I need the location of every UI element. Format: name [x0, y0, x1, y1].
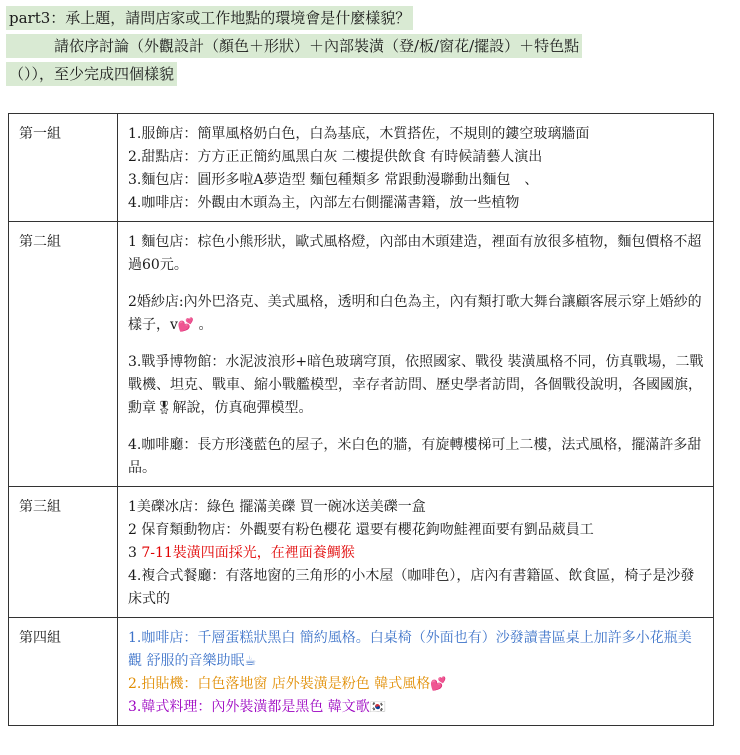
list-item: 1美礫冰店：綠色 擺滿美礫 買一碗冰送美礫一盒 [128, 499, 426, 515]
group-answers [118, 114, 714, 222]
list-item [128, 351, 705, 420]
list-item [128, 291, 705, 337]
group-name: 第二組 [9, 222, 118, 487]
list-item [128, 627, 705, 673]
list-item: 2.甜點店：方方正正簡約風黑白灰 二樓提供飲食 有時候請藝人演出 [128, 149, 543, 165]
list-item-tail: 。 [194, 317, 213, 333]
list-item-tail: 解說，仿真砲彈模型。 [172, 400, 313, 416]
table-row [9, 618, 714, 726]
prompt-line-2: 請依序討論（外觀設計（顏色＋形狀）＋內部裝潢（登/板/窗花/擺設）＋特色點 [6, 34, 582, 58]
list-item: 4.複合式餐廳：有落地窗的三角形的小木屋（咖啡色），店內有書籍區、飲食區，椅子是沙發床式的 [128, 568, 695, 607]
list-item-text: 3.韓式料理：內外裝潢都是黑色 韓文歌 [128, 699, 370, 715]
list-item-text: 3.戰爭博物館：水泥波浪形+暗色玻璃穹頂，依照國家、戰役 裝潢風格不同，仿真戰場，二戰戰機、坦克、戰車、縮小戰艦模型，幸存者訪問、歷史學者訪問，各個戰役說明，各國國旗，勳章 [128, 354, 704, 416]
list-item: 3.麵包店：圓形多啦A夢造型 麵包種類多 常跟動漫聯動出麵包 、 [128, 172, 539, 188]
list-item: 4.咖啡廳：長方形淺藍色的屋子，米白色的牆，有旋轉樓梯可上二樓，法式風格，擺滿許多甜品。 [128, 437, 702, 476]
list-item [128, 696, 705, 719]
list-item-text: 7-11裝潢四面採光，在裡面養鯛猴 [141, 545, 355, 561]
prompt-line-3: （）），至少完成四個樣貌 [6, 62, 177, 86]
group-answers [118, 487, 714, 618]
list-item: 4.咖啡店：外觀由木頭為主，內部左右側擺滿書籍，放一些植物 [128, 195, 520, 211]
list-item [128, 673, 705, 696]
list-item: 1 麵包店：棕色小熊形狀，歐式風格燈，內部由木頭建造，裡面有放很多植物，麵包價格不超過60元。 [128, 234, 702, 273]
prompt-line-1: part3：承上題，請問店家或工作地點的環境會是什麼樣貌？ [6, 6, 413, 30]
group-answers [118, 618, 714, 726]
list-item-text: 2.拍貼機：白色落地窗 店外裝潢是粉色 韓式風格 [128, 676, 431, 692]
table-row [9, 487, 714, 618]
group-answers [118, 222, 714, 487]
list-item-text: 2婚紗店:內外巴洛克、美式風格，透明和白色為主，內有類打歌大舞台讓顧客展示穿上婚紗的樣子，v [128, 294, 702, 333]
assignment-prompt [6, 6, 696, 90]
heart-icon: 💕 [430, 677, 447, 692]
table-row [9, 222, 714, 487]
korea-flag-icon: 🇰🇷 [369, 700, 386, 715]
group-name: 第一組 [9, 114, 118, 222]
coffee-icon: ☕ [244, 654, 257, 669]
medal-icon: 🎖 [156, 401, 173, 416]
list-item [128, 542, 705, 565]
table-row [9, 114, 714, 222]
group-name: 第四組 [9, 618, 118, 726]
group-name: 第三組 [9, 487, 118, 618]
list-item-text: 1.咖啡店：千層蛋糕狀黑白 簡約風格。白桌椅（外面也有）沙發讀書區桌上加許多小花瓶美觀 舒服的音樂助眠 [128, 630, 692, 669]
heart-icon: 💕 [177, 318, 195, 333]
list-item: 1.服飾店：簡單風格奶白色，白為基底，木質搭佐，不規則的鏤空玻璃牆面 [128, 126, 590, 142]
discussion-table [8, 113, 714, 726]
list-item-number: 3 [128, 545, 142, 561]
list-item: 2 保育類動物店：外觀要有粉色櫻花 還要有櫻花鉤吻鮭裡面要有劉品葳員工 [128, 522, 594, 538]
